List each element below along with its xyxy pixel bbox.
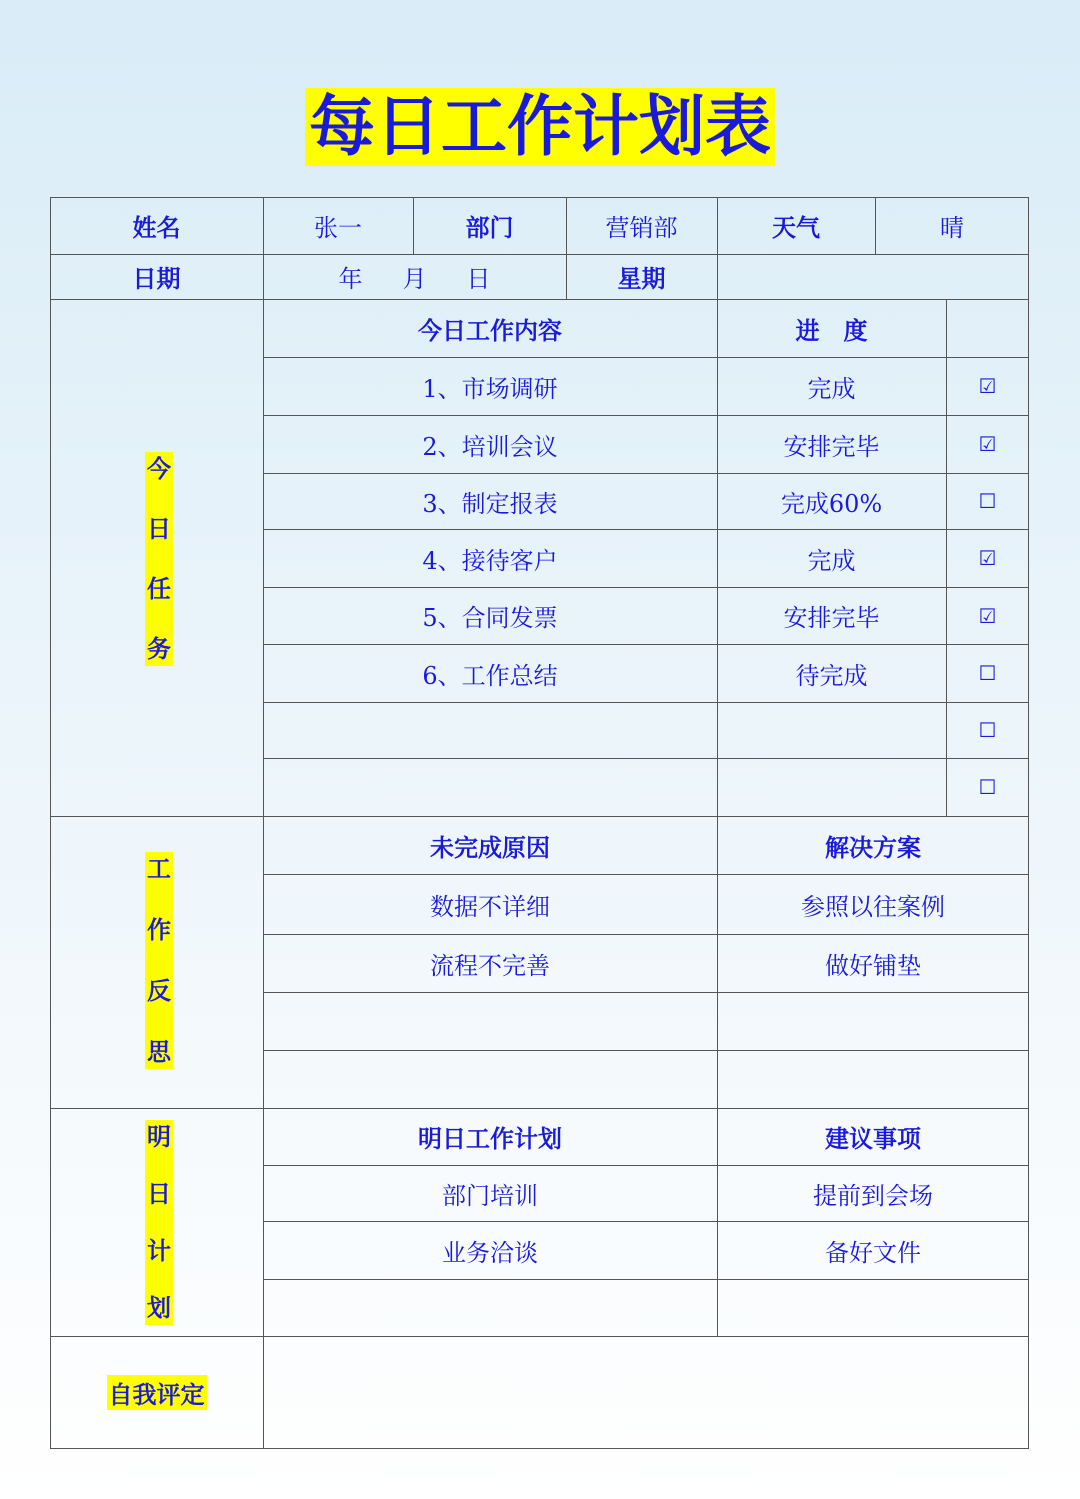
task-progress[interactable]: 完成 [807,374,856,403]
reflection-col-reason: 未完成原因 [430,833,550,862]
task-content[interactable] [263,758,717,816]
reflection-solution[interactable]: 做好铺垫 [825,951,921,980]
self-eval-label-cell [50,1336,263,1449]
task-content[interactable]: 4、接待客户 [422,546,558,575]
tomorrow-section-label [145,1120,173,1325]
task-checkbox[interactable]: ☐ [978,775,997,799]
task-checkbox[interactable]: ☑ [978,432,997,456]
task-checkbox[interactable]: ☑ [978,603,997,628]
tasks-col-progress: 进 度 [795,316,868,345]
task-content[interactable]: 6、工作总结 [422,661,558,690]
task-content[interactable]: 5、合同发票 [422,604,558,632]
name-label: 姓名 [132,214,181,242]
reflection-reason[interactable] [263,1050,717,1108]
tomorrow-col-plan: 明日工作计划 [418,1125,562,1153]
self-eval-label: 自我评定 [107,1375,207,1410]
date-value[interactable] [263,254,566,299]
task-progress[interactable]: 待完成 [795,661,868,690]
reflection-solution[interactable]: 参照以往案例 [801,892,945,921]
date-day: 日 [466,265,491,293]
label-char: 日 [147,1180,171,1208]
label-char: 作 [147,916,171,944]
reflection-reason[interactable]: 流程不完善 [430,951,550,980]
date-year: 年 [338,265,363,293]
name-value[interactable]: 张一 [314,214,362,242]
task-content[interactable]: 1、市场调研 [422,374,558,403]
reflection-col-solution: 解决方案 [825,833,921,862]
label-char: 思 [147,1038,171,1066]
task-progress[interactable]: 安排完毕 [783,604,880,632]
tasks-col-content: 今日工作内容 [418,316,562,345]
task-checkbox[interactable]: ☐ [978,718,997,742]
label-char: 工 [147,855,171,883]
task-checkbox[interactable]: ☐ [978,489,997,513]
weekday-label: 星期 [617,265,666,293]
tomorrow-suggest[interactable]: 备好文件 [825,1238,921,1267]
date-month: 月 [402,265,427,293]
weather-label: 天气 [772,214,820,242]
task-checkbox[interactable]: ☐ [978,661,997,685]
label-char: 计 [147,1237,171,1265]
tomorrow-suggest[interactable]: 提前到会场 [813,1181,933,1210]
reflection-solution[interactable] [717,1050,1029,1108]
reflection-solution[interactable] [717,992,1029,1050]
task-progress[interactable] [717,702,946,758]
weather-value[interactable]: 晴 [940,214,964,242]
task-content[interactable] [263,702,717,758]
weekday-value[interactable] [717,254,1029,299]
task-content[interactable]: 2、培训会议 [422,432,558,461]
dept-label: 部门 [465,214,514,242]
tomorrow-plan[interactable]: 业务洽谈 [442,1238,538,1267]
task-checkbox[interactable]: ☑ [978,546,997,570]
task-progress[interactable]: 完成60% [780,489,883,518]
label-char: 任 [147,575,171,603]
task-progress[interactable]: 完成 [807,546,856,575]
label-char: 明 [147,1123,171,1151]
tomorrow-suggest[interactable] [717,1279,1029,1336]
reflection-section-label [145,852,173,1069]
task-checkbox[interactable]: ☑ [978,374,997,398]
reflection-reason[interactable]: 数据不详细 [430,892,550,921]
date-label: 日期 [132,265,181,293]
dept-value[interactable]: 营销部 [605,214,678,242]
label-char: 务 [147,635,171,663]
page-title: 每日工作计划表 [305,88,775,166]
tomorrow-plan[interactable]: 部门培训 [442,1181,538,1210]
label-char: 反 [147,977,171,1005]
tasks-section-label [145,452,173,666]
tomorrow-plan[interactable] [263,1279,717,1336]
task-content[interactable]: 3、制定报表 [422,489,558,518]
task-progress[interactable] [717,758,946,816]
task-progress[interactable]: 安排完毕 [783,432,880,461]
reflection-reason[interactable] [263,992,717,1050]
label-char: 今 [147,455,171,483]
self-eval-value[interactable] [263,1336,1029,1449]
label-char: 日 [147,515,171,543]
label-char: 划 [147,1294,171,1322]
tomorrow-col-suggest: 建议事项 [825,1125,921,1153]
